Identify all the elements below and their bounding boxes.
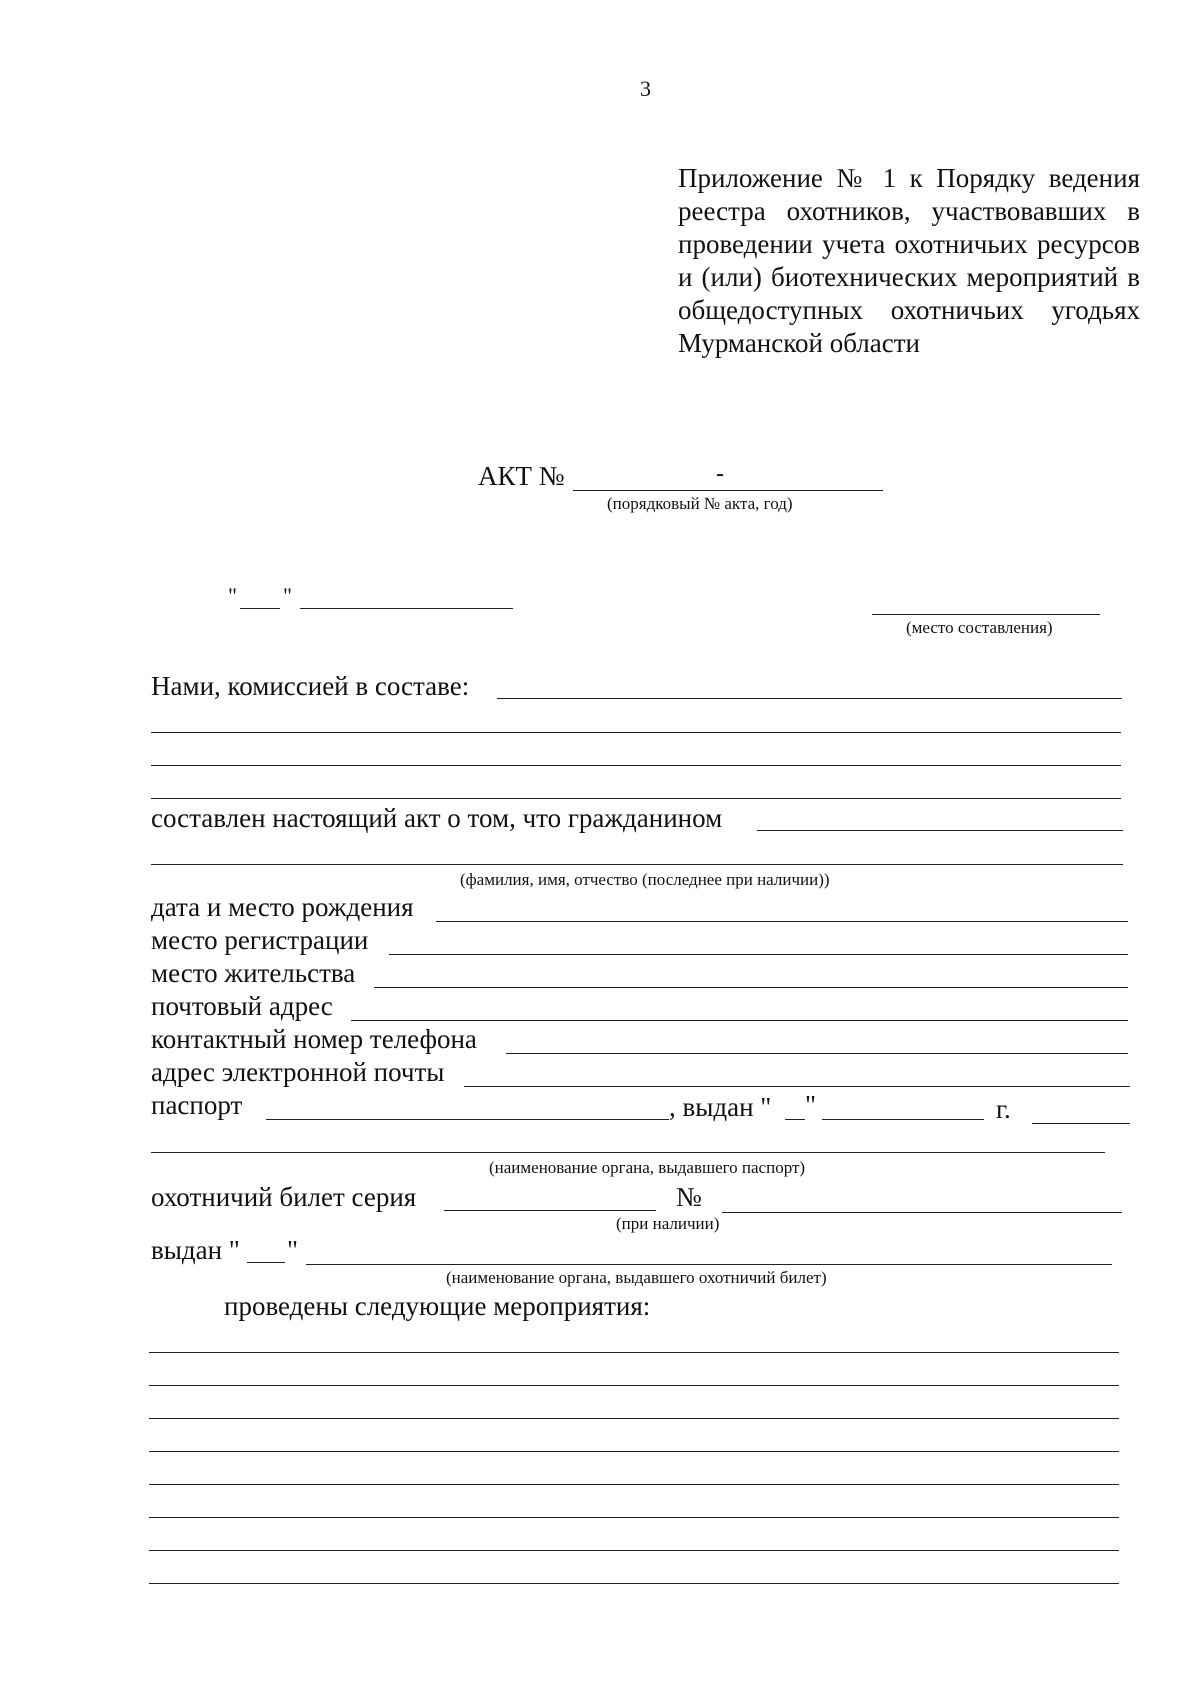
- statement-label: составлен настоящий акт о том, что гражданином: [151, 803, 723, 833]
- hunting-ticket-series-field[interactable]: [444, 1210, 656, 1211]
- measures-label: проведены следующие мероприятия:: [224, 1291, 651, 1321]
- registration-field[interactable]: [389, 954, 1128, 955]
- citizen-name-caption: (фамилия, имя, отчество (последнее при наличии)): [460, 870, 830, 889]
- commission-line-3[interactable]: [151, 765, 1121, 766]
- passport-year-label: г.: [996, 1094, 1011, 1124]
- postal-label: почтовый адрес: [151, 991, 333, 1021]
- appendix-heading: Приложение № 1 к Порядку ведения реестра охотников, участвовавших в проведении учета охотничьих ресурсов и (или) биотехнических мероприятий в общедоступных охотничьих угодьях Мурманской области: [678, 163, 1140, 358]
- measures-line-2[interactable]: [149, 1385, 1119, 1386]
- passport-authority-caption: (наименование органа, выдавшего паспорт): [489, 1158, 806, 1177]
- phone-label: контактный номер телефона: [151, 1024, 477, 1054]
- place-field[interactable]: [872, 614, 1100, 615]
- passport-quote-close: ": [805, 1090, 817, 1120]
- birth-field[interactable]: [436, 921, 1128, 922]
- measures-line-4[interactable]: [149, 1451, 1119, 1452]
- measures-line-5[interactable]: [149, 1484, 1119, 1485]
- hunting-ticket-label: охотничий билет серия: [151, 1182, 417, 1212]
- email-label: адрес электронной почты: [151, 1057, 445, 1087]
- hunting-ticket-authority-field[interactable]: [306, 1264, 1112, 1265]
- passport-month-field[interactable]: [822, 1119, 984, 1120]
- commission-label: Нами, комиссией в составе:: [151, 671, 470, 701]
- passport-label: паспорт: [151, 1090, 243, 1120]
- residence-field[interactable]: [374, 987, 1128, 988]
- page-number: 3: [640, 76, 651, 101]
- hunting-ticket-number-field[interactable]: [722, 1212, 1122, 1213]
- birth-label: дата и место рождения: [151, 892, 414, 922]
- act-number-caption: (порядковый № акта, год): [607, 494, 793, 513]
- date-month-field[interactable]: [300, 608, 513, 609]
- act-number-field[interactable]: [573, 490, 883, 491]
- measures-line-7[interactable]: [149, 1550, 1119, 1551]
- citizen-name-field[interactable]: [757, 830, 1123, 831]
- measures-line-6[interactable]: [149, 1517, 1119, 1518]
- commission-field[interactable]: [497, 698, 1122, 699]
- hunting-ticket-day-field[interactable]: [247, 1262, 285, 1263]
- hunting-ticket-authority-caption: (наименование органа, выдавшего охотничий билет): [446, 1268, 827, 1287]
- hunting-ticket-number-sign: №: [676, 1182, 702, 1212]
- measures-line-3[interactable]: [149, 1418, 1119, 1419]
- citizen-name-line-2[interactable]: [151, 864, 1123, 865]
- hunting-ticket-issued-label: выдан ": [151, 1235, 240, 1265]
- place-caption: (место составления): [906, 618, 1053, 637]
- hunting-ticket-quote-close: ": [287, 1235, 299, 1265]
- registration-label: место регистрации: [151, 925, 369, 955]
- act-number-dash: -: [716, 461, 724, 487]
- hunting-ticket-caption: (при наличии): [616, 1214, 720, 1233]
- date-day-field[interactable]: [240, 608, 280, 609]
- residence-label: место жительства: [151, 958, 356, 988]
- email-field[interactable]: [464, 1086, 1130, 1087]
- date-quote-close: ": [283, 583, 292, 608]
- passport-year-field[interactable]: [1032, 1123, 1130, 1124]
- passport-authority-field[interactable]: [151, 1152, 1105, 1153]
- act-title: АКТ №: [478, 461, 565, 491]
- commission-line-2[interactable]: [151, 732, 1121, 733]
- passport-day-field[interactable]: [785, 1119, 805, 1120]
- commission-line-4[interactable]: [151, 798, 1121, 799]
- passport-issued-label: , выдан ": [669, 1092, 772, 1122]
- postal-field[interactable]: [351, 1020, 1128, 1021]
- passport-number-field[interactable]: [266, 1119, 669, 1120]
- measures-line-8[interactable]: [149, 1583, 1119, 1584]
- measures-line-1[interactable]: [149, 1352, 1119, 1353]
- phone-field[interactable]: [506, 1053, 1128, 1054]
- date-quote-open: ": [228, 583, 237, 608]
